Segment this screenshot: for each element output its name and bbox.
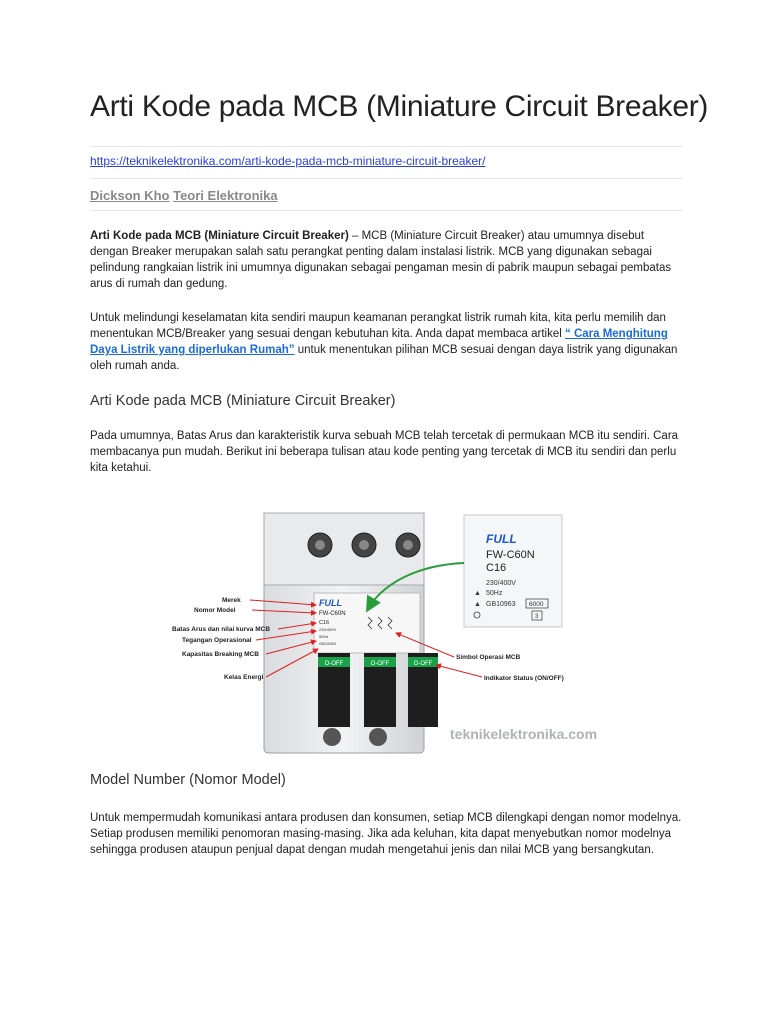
label-standard: GB10963 [486, 601, 516, 608]
intro-paragraph [90, 228, 682, 292]
second-paragraph [90, 310, 682, 374]
annotation-tegangan: Tegangan Operasional [182, 637, 252, 644]
panel-voltage: 230/400V [319, 627, 337, 632]
intro-bold-term: Arti Kode pada MCB (Miniature Circuit Breaker) [90, 230, 349, 242]
panel-model: FW-C60N [319, 611, 346, 617]
annotation-kapasitas: Kapasitas Breaking MCB [182, 651, 259, 658]
right-annotations [456, 654, 564, 682]
annotation-batas-arus: Batas Arus dan nilai kurva MCB [172, 626, 271, 633]
second-paragraph-text: Untuk melindungi keselamatan kita sendiri maupun keamanan perangkat listrik rumah kita, kita perlu memilih dan menentukan MCB/Breaker yang sesuai dengan kebutuhan kita. Anda dapat membaca artikel [90, 312, 666, 340]
divider [90, 210, 682, 211]
annotation-nomor-model: Nomor Model [194, 607, 236, 614]
left-annotations [172, 597, 270, 681]
panel-rating: C16 [319, 620, 330, 626]
fourth-paragraph: Untuk mempermudah komunikasi antara produsen dan konsumen, setiap MCB dilengkapi dengan nomor modelnya. Setiap produsen memiliki penomoran masing-masing. Jika ada keluhan, kita dapat menyebutkan nomor modelnya sehingga produsen ataupun penjual dapat dengan mudah mengetahui jenis dan nilai MCB yang bersangkutan. [90, 812, 682, 856]
mcb-figure [168, 505, 598, 755]
author-link[interactable]: Dickson Kho [90, 188, 170, 203]
annotation-merek: Merek [222, 597, 241, 604]
section-heading-model-number: Model Number (Nomor Model) [90, 772, 286, 788]
switch-label: O-OFF [324, 661, 344, 667]
label-model: FW-C60N [486, 549, 535, 561]
label-class: 3 [535, 614, 539, 620]
third-paragraph: Pada umumnya, Batas Arus dan karakteristik kurva sebuah MCB telah tercetak di permukaan MCB itu sendiri. Cara membacanya pun mudah. Berikut ini beberapa tulisan atau kode penting yang tercetak di MCB itu sendiri dan perlu kita ketahui. [90, 430, 679, 474]
label-frequency: 50Hz [486, 590, 503, 597]
label-brand: FULL [486, 532, 517, 546]
panel-standard: GB10963 [319, 641, 336, 646]
label-breaking: 6000 [529, 601, 544, 608]
annotation-indikator-status: Indikator Status (ON/OFF) [484, 675, 564, 682]
article-title: Arti Kode pada MCB (Miniature Circuit Breaker) [90, 90, 709, 123]
annotation-simbol-operasi: Simbol Operasi MCB [456, 654, 521, 661]
switch-label: O-OFF [413, 661, 433, 667]
watermark: teknikelektronika.com [450, 726, 598, 742]
section-heading-kode: Arti Kode pada MCB (Miniature Circuit Breaker) [90, 393, 396, 409]
panel-frequency: 50Hz [319, 634, 329, 639]
divider [90, 146, 682, 147]
second-paragraph-tail: untuk menentukan pilihan MCB sesuai dengan daya listrik yang digunakan oleh rumah anda. [90, 344, 678, 372]
panel-brand: FULL [319, 598, 342, 608]
article-url-link[interactable]: https://teknikelektronika.com/arti-kode-pada-mcb-miniature-circuit-breaker/ [90, 154, 486, 168]
triangle-icon: ▲ [474, 601, 481, 608]
triangle-icon: ▲ [474, 590, 481, 597]
mcb-body [264, 513, 438, 753]
switch-label: O-OFF [370, 661, 390, 667]
label-voltage: 230/400V [486, 580, 516, 587]
category-link[interactable]: Teori Elektronika [173, 188, 278, 203]
article-link[interactable]: “ Cara Menghitung Daya Listrik yang diperlukan Rumah” [90, 328, 668, 356]
annotation-kelas-energi: Kelas Energi [224, 674, 264, 681]
divider [90, 178, 682, 179]
label-rating: C16 [486, 562, 507, 574]
zoomed-label [464, 515, 562, 627]
intro-text: – MCB (Miniature Circuit Breaker) atau umumnya disebut dengan Breaker merupakan salah satu perangkat penting dalam instalasi listrik. MCB yang digunakan sebagai pelindung rangkaian listrik ini umumnya digunakan sebagai pengaman mesin di pabrik maupun sebagai pembatas arus di rumah dan gedung. [90, 230, 672, 290]
article-meta [90, 188, 278, 203]
